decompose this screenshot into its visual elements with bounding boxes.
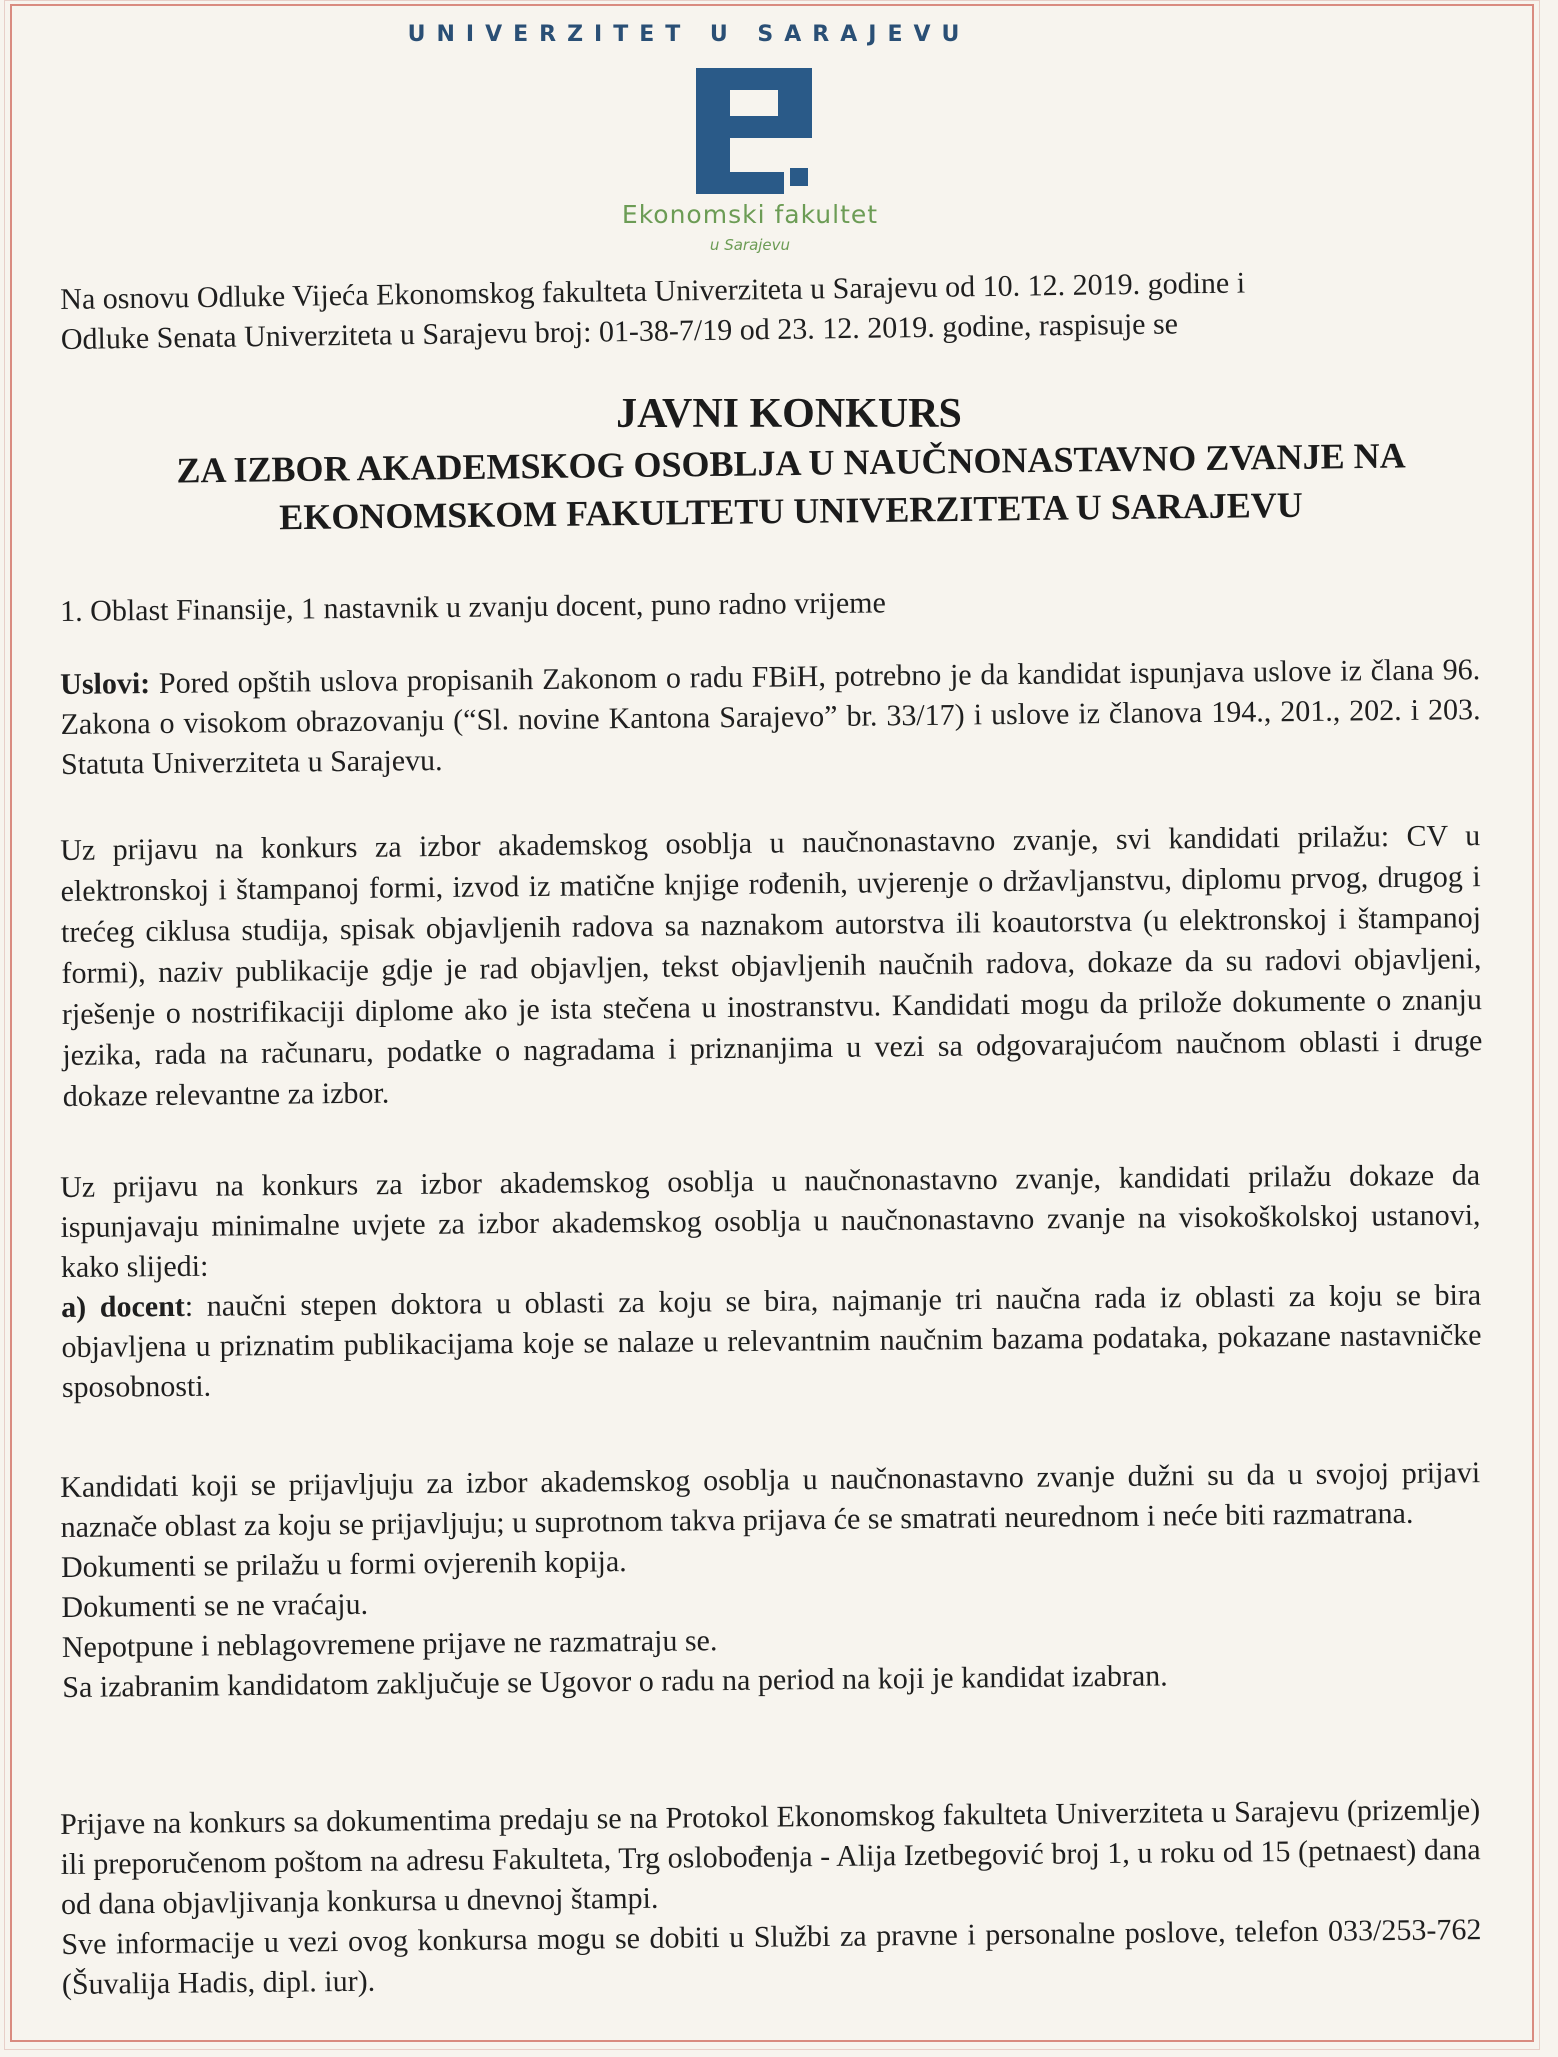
page-title: JAVNI KONKURS xyxy=(616,391,962,437)
position-item: 1. Oblast Finansije, 1 nastavnik u zvanju docent, puno radno vrijeme xyxy=(60,586,887,628)
page-subtitle-line-2: EKONOMSKOM FAKULTETU UNIVERZITETA U SARAJEVU xyxy=(279,484,1303,538)
notes-line-2: Dokumenti se ne vraćaju. xyxy=(61,1587,369,1624)
notes-paragraph: Kandidati koji se prijavljuju za izbor akademskog osoblja u naučnonastavno zvanje dužni su da u svojoj prijavi naznače oblast za koju se prijavljuju; u suprotnom takva prijava će se smatrati neurednom i neće biti razmatrana. xyxy=(60,1456,1481,1544)
faculty-name: Ekonomski fakultet xyxy=(621,200,879,229)
notes-section xyxy=(60,1453,1482,1708)
minimal-conditions-paragraph xyxy=(60,1156,1482,1408)
conditions-paragraph xyxy=(60,650,1481,785)
documents-paragraph xyxy=(60,815,1483,1117)
submission-paragraph: Prijave na konkurs sa dokumentima predaju se na Protokol Ekonomskog fakulteta Univerziteta u Sarajevu (prizemlje) ili preporučenom poštom na adresu Fakulteta, Trg oslobođenja - Alija Izetbegović broj 1, u roku od 15 (petnaest) dana od dana objavljivanja konkursa u dnevnoj štampi. xyxy=(60,1793,1481,1921)
minimal-intro: Uz prijavu na konkurs za izbor akademskog osoblja u naučnonastavno zvanje, kandidati prilažu dokaze da ispunjavaju minimalne uvjete za izbor akademskog osoblja u naučnonastavno zvanje na visokoškolskoj ustanovi, kako slijedi: xyxy=(60,1158,1481,1284)
intro-line-1: Na osnovu Odluke Vijeća Ekonomskog fakulteta Univerziteta u Sarajevu od 10. 12. 2019. godine i xyxy=(60,266,1246,316)
university-name: UNIVERZITET U SARAJEVU xyxy=(407,22,971,47)
conditions-label: Uslovi: xyxy=(60,667,151,701)
contact-paragraph: Sve informacije u vezi ovog konkursa mogu se dobiti u Službi za pravne i personalne poslove, telefon 033/253-762 (Šuvalija Hadis, dipl. iur). xyxy=(61,1913,1482,2001)
docent-label: a) docent xyxy=(61,1289,185,1324)
submission-section xyxy=(60,1790,1482,2005)
notes-line-3: Nepotpune i neblagovremene prijave ne razmatraju se. xyxy=(61,1624,718,1664)
faculty-subtitle: u Sarajevu xyxy=(709,236,791,254)
docent-text: : naučni stepen doktora u oblasti za koju se bira, najmanje tri naučna rada iz oblasti za koju se bira objavljena u priznatim publikacijama koje se nalaze u relevantnim naučnim bazama podataka, pokazane nastavničke sposobnosti. xyxy=(61,1278,1482,1404)
faculty-logo-icon xyxy=(694,68,814,194)
conditions-text: Pored opštih uslova propisanih Zakonom o radu FBiH, potrebno je da kandidat ispunjava uslove iz člana 96. Zakona o visokom obrazovanju (“Sl. novine Kantona Sarajevo” br. 33/17) i uslove iz članova 194., 201., 202. i 203. Statuta Univerziteta u Sarajevu. xyxy=(60,653,1481,781)
notes-line-1: Dokumenti se prilažu u formi ovjerenih kopija. xyxy=(60,1545,627,1584)
intro-line-2: Odluke Senata Univerziteta u Sarajevu broj: 01-38-7/19 od 23. 12. 2019. godine, raspisuje se xyxy=(60,307,1179,356)
page-subtitle-line-1: ZA IZBOR AKADEMSKOG OSOBLJA U NAUČNONASTAVNO ZVANJE NA xyxy=(176,435,1406,491)
documents-text: Uz prijavu na konkurs za izbor akademskog osoblja u naučnonastavno zvanje, svi kandidati prilažu: CV u elektronskoj i štampanoj formi, izvod iz matične knjige rođenih, uvjerenje o državljanstvu, diplomu prvog, drugog i trećeg ciklusa studija, spisak objavljenih radova sa naznakom autorstva ili koautorstva (u elektronskoj i štampanoj formi), naziv publikacije gdje je rad objavljen, tekst objavljenih naučnih radova, dokaze da su radovi objavljeni, rješenje o nostrifikaciji diplome ako je ista stečena u inostranstvu. Kandidati mogu da prilože dokumente o znanju jezika, rada na računaru, podatke o nagradama i priznanjima u vezi sa odgovarajućom naučnom oblasti i druge dokaze relevantne za izbor. xyxy=(60,819,1483,1113)
notes-line-4: Sa izabranim kandidatom zaključuje se Ugovor o radu na period na koji je kandidat izabran. xyxy=(62,1659,1168,1704)
faculty-logo xyxy=(694,68,814,194)
